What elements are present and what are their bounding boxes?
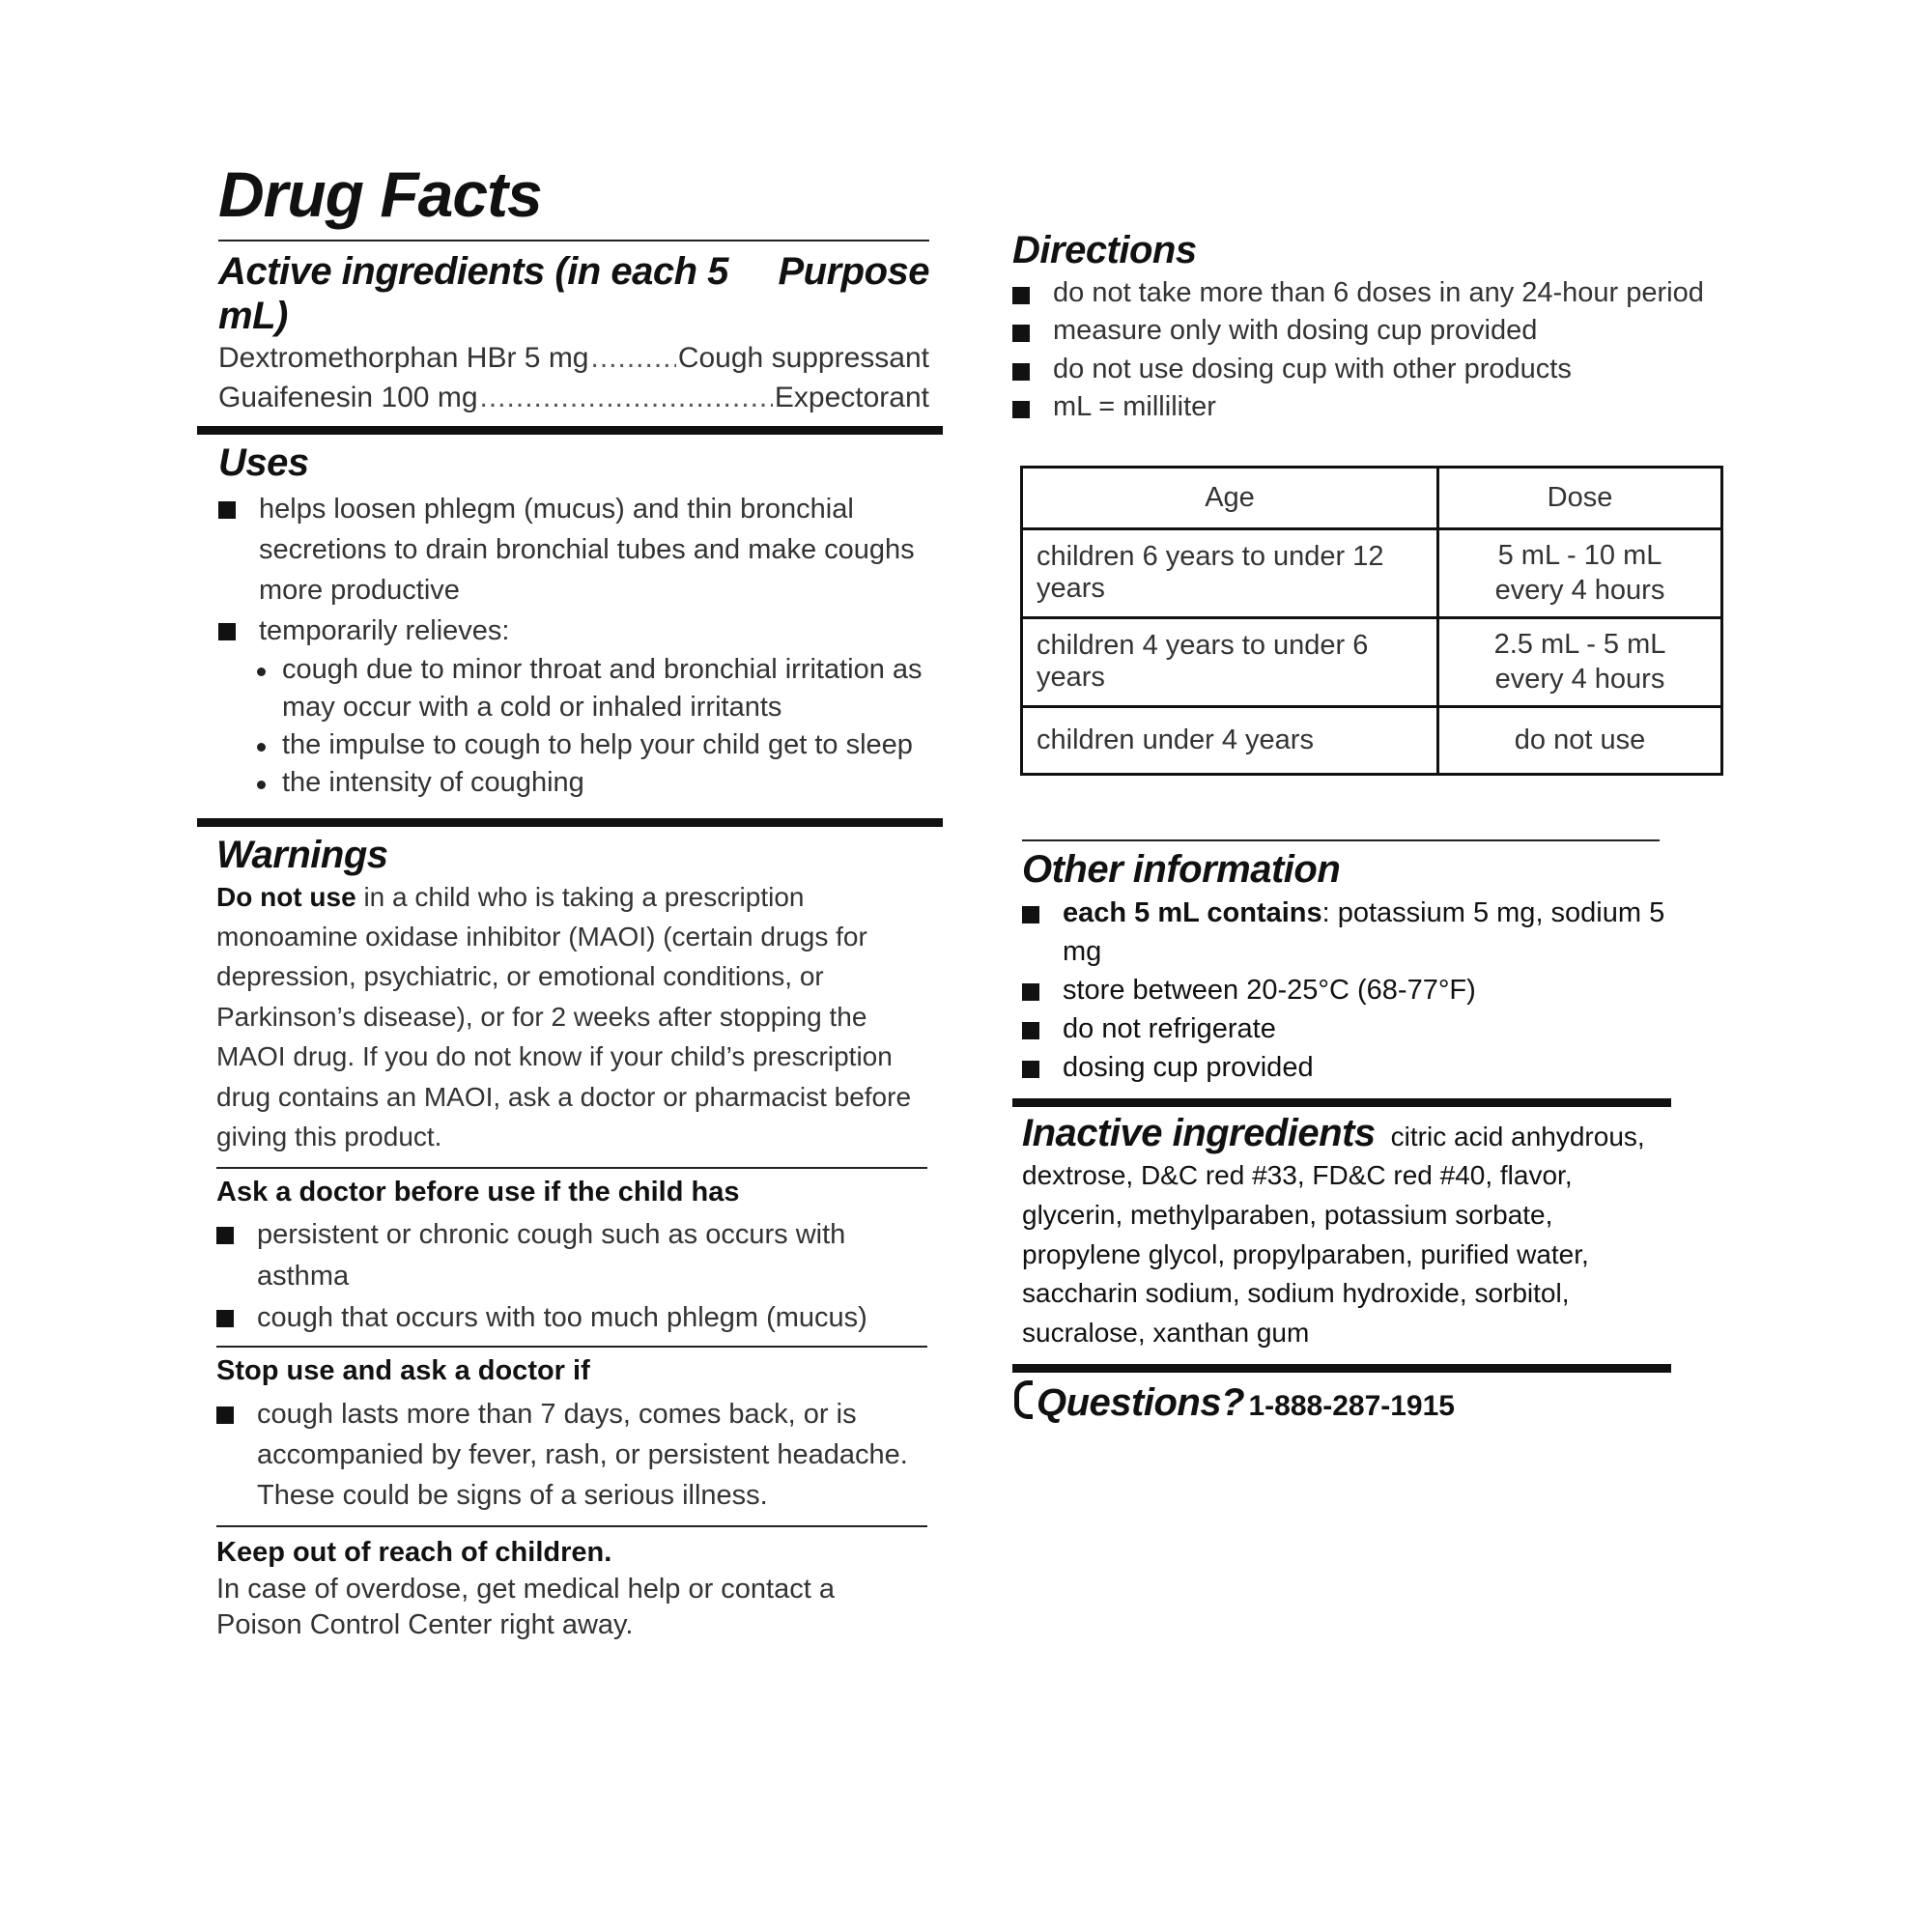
active-ingredients-heading: Active ingredients (in each 5 mL)	[218, 250, 728, 337]
section-divider	[1022, 839, 1660, 841]
list-item: temporarily relieves:	[218, 611, 929, 651]
bullet-square-icon	[1022, 983, 1039, 1001]
stop-use-list	[216, 1394, 931, 1516]
active-ingredients-header	[218, 249, 929, 338]
section-divider	[1012, 1364, 1671, 1373]
bullet-dot-icon	[257, 668, 266, 676]
uses-section	[218, 440, 929, 803]
uses-sublist	[218, 651, 929, 803]
page-title: Drug Facts	[218, 158, 542, 230]
section-divider	[197, 818, 943, 827]
directions-list	[1012, 274, 1727, 427]
bullet-square-icon	[1012, 363, 1030, 381]
ingredient-name: Dextromethorphan HBr 5 mg	[218, 342, 589, 374]
purpose-heading: Purpose	[778, 250, 929, 293]
bullet-dot-icon	[257, 781, 266, 789]
uses-list	[218, 489, 929, 651]
list-item: dosing cup provided	[1022, 1048, 1689, 1087]
ingredient-purpose: Cough suppressant	[677, 342, 929, 374]
subsection-divider	[216, 1346, 927, 1348]
list-item: mL = milliliter	[1012, 388, 1727, 426]
dose-cell: 5 mL - 10 mL every 4 hours	[1438, 528, 1722, 617]
warnings-heading: Warnings	[216, 833, 388, 876]
questions-phone[interactable]: 1-888-287-1915	[1248, 1390, 1455, 1423]
list-item: cough lasts more than 7 days, comes back, or is accompanied by fever, rash, or persistent headache. These could be signs of a serious illness.	[216, 1394, 931, 1516]
dosage-table	[1020, 466, 1723, 776]
phone-icon	[1014, 1380, 1033, 1419]
list-item: cough that occurs with too much phlegm (mucus)	[216, 1297, 931, 1339]
list-item: measure only with dosing cup provided	[1012, 312, 1727, 350]
directions-heading: Directions	[1012, 229, 1197, 271]
list-item: cough due to minor throat and bronchial irritation as may occur with a cold or inhaled irritants	[253, 651, 929, 726]
bullet-square-icon	[216, 1227, 234, 1244]
title-divider	[218, 240, 929, 242]
list-item: helps loosen phlegm (mucus) and thin bronchial secretions to drain bronchial tubes and make coughs more productive	[218, 489, 929, 611]
ask-doctor-list	[216, 1214, 931, 1338]
ingredient-purpose: Expectorant	[774, 382, 929, 414]
list-item: the intensity of coughing	[253, 764, 929, 802]
table-header-row	[1022, 467, 1722, 528]
left-column	[197, 155, 941, 1644]
do-not-use-text: in a child who is taking a prescription monoamine oxidase inhibitor (MAOI) (certain drugs for depression, psychiatric, or emotional conditions, or Parkinson’s disease), or for 2 weeks after stopping the MAOI drug. If you do not know if your child’s prescription drug contains an MAOI, ask a doctor or pharmacist before giving this product.	[216, 881, 912, 1152]
section-divider	[1012, 1098, 1671, 1107]
ingredient-name: Guaifenesin 100 mg	[218, 382, 478, 414]
leader-dots	[591, 338, 676, 378]
list-item: do not use dosing cup with other products	[1012, 351, 1727, 388]
right-column	[1012, 228, 1727, 1425]
bullet-square-icon	[1022, 1022, 1039, 1039]
bullet-square-icon	[218, 501, 236, 519]
list-item: persistent or chronic cough such as occurs with asthma	[216, 1214, 931, 1296]
table-row	[1022, 706, 1722, 774]
do-not-use-label: Do not use	[216, 881, 356, 912]
active-ingredients-section	[218, 249, 929, 418]
list-item: do not take more than 6 doses in any 24-hour period	[1012, 274, 1727, 312]
bullet-square-icon	[1012, 287, 1030, 304]
list-item: each 5 mL contains: potassium 5 mg, sodium 5 mg	[1022, 894, 1689, 971]
bullet-square-icon	[218, 623, 236, 640]
bullet-square-icon	[1012, 401, 1030, 418]
active-ingredient-row	[218, 378, 929, 417]
other-information-section	[1022, 847, 1689, 1087]
inactive-ingredients-section	[1022, 1111, 1669, 1353]
list-item: the impulse to cough to help your child get to sleep	[253, 726, 929, 764]
table-header-dose: Dose	[1438, 467, 1722, 528]
bullet-square-icon	[1022, 906, 1039, 923]
inactive-ingredients-text: citric acid anhydrous, dextrose, D&C red #33, FD&C red #40, flavor, glycerin, methylparaben, potassium sorbate, propylene glycol, propylparaben, purified water, saccharin sodium, sodium hydroxide, sorbitol, sucralose, xanthan gum	[1022, 1121, 1645, 1348]
questions-line	[1014, 1380, 1727, 1425]
age-cell: children 6 years to under 12 years	[1022, 528, 1438, 617]
subsection-divider	[216, 1167, 927, 1169]
active-ingredient-row	[218, 338, 929, 378]
other-information-heading: Other information	[1022, 847, 1341, 891]
bullet-square-icon	[1022, 1061, 1039, 1078]
list-item: do not refrigerate	[1022, 1009, 1689, 1048]
keep-out-heading: Keep out of reach of children.	[216, 1536, 612, 1568]
bullet-dot-icon	[257, 743, 266, 752]
stop-use-heading: Stop use and ask a doctor if	[216, 1355, 590, 1387]
table-row	[1022, 617, 1722, 706]
bullet-square-icon	[216, 1406, 234, 1424]
table-row	[1022, 528, 1722, 617]
bullet-square-icon	[1012, 325, 1030, 342]
table-header-age: Age	[1022, 467, 1438, 528]
subsection-divider	[216, 1525, 927, 1527]
bullet-square-icon	[216, 1310, 234, 1327]
age-cell: children 4 years to under 6 years	[1022, 617, 1438, 706]
other-information-list	[1022, 894, 1689, 1087]
inactive-ingredients-heading: Inactive ingredients	[1022, 1111, 1376, 1154]
age-cell: children under 4 years	[1022, 706, 1438, 774]
ask-doctor-heading: Ask a doctor before use if the child has	[216, 1176, 740, 1208]
do-not-use-paragraph	[216, 877, 931, 1157]
warnings-section	[216, 833, 931, 1645]
leader-dots	[480, 378, 773, 417]
keep-out-text: In case of overdose, get medical help or contact a Poison Control Center right away.	[216, 1573, 835, 1641]
dose-cell: 2.5 mL - 5 mL every 4 hours	[1438, 617, 1722, 706]
dose-cell: do not use	[1438, 706, 1722, 774]
questions-label: Questions?	[1037, 1381, 1245, 1425]
uses-heading: Uses	[218, 440, 309, 484]
list-item: store between 20-25°C (68-77°F)	[1022, 971, 1689, 1009]
section-divider	[197, 426, 943, 435]
